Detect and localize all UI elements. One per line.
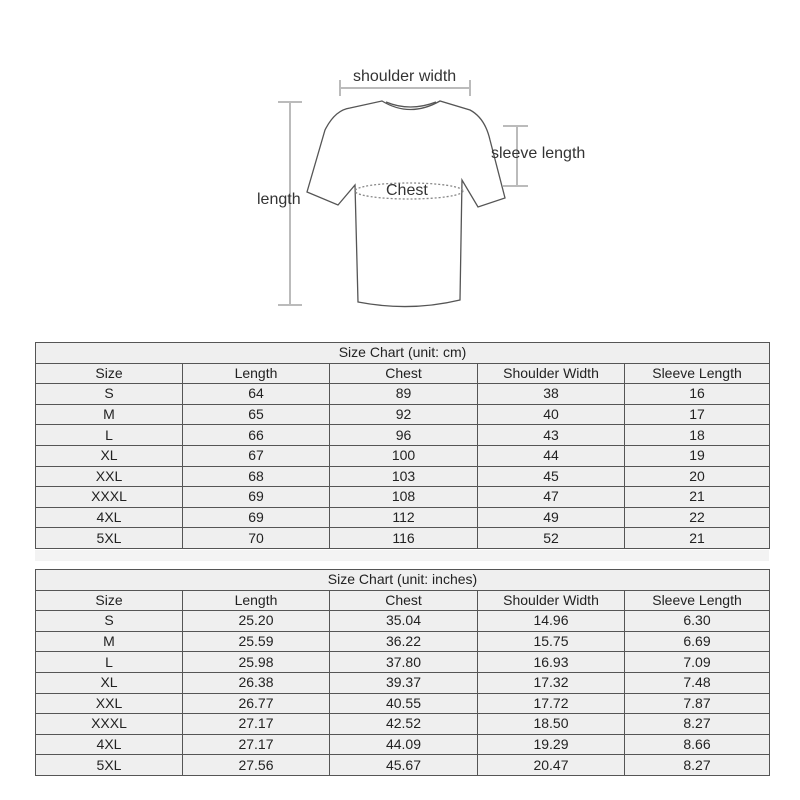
table-cell: XL [36,672,183,693]
table-cell: XXL [36,466,183,487]
table-row [36,507,770,528]
table-cell: 7.87 [625,693,770,714]
table-cell: 40.55 [330,693,478,714]
table-cell: 7.48 [625,672,770,693]
table-row [36,631,770,652]
table-cell: 36.22 [330,631,478,652]
table-cell: 70 [183,528,330,549]
table-cell: 69 [183,507,330,528]
table-row [36,487,770,508]
table-cell: 4XL [36,507,183,528]
table-cell: 44.09 [330,734,478,755]
column-header: Shoulder Width [478,590,625,611]
table-cell: 38 [478,384,625,405]
table-cell: XL [36,445,183,466]
tshirt-outline [307,101,505,307]
table-cell: 68 [183,466,330,487]
table-row [36,672,770,693]
divider [35,550,769,561]
header-row [36,363,770,384]
table-cell: 89 [330,384,478,405]
table-cell: 112 [330,507,478,528]
table-cell: 108 [330,487,478,508]
table-cell: 17.72 [478,693,625,714]
column-header: Length [183,363,330,384]
table-cell: 19 [625,445,770,466]
table-row [36,611,770,632]
table-row [36,466,770,487]
table-cell: M [36,404,183,425]
table-cell: 27.17 [183,714,330,735]
column-header: Chest [330,590,478,611]
table-cell: 26.38 [183,672,330,693]
size-chart-cm [35,342,770,549]
table-cell: 65 [183,404,330,425]
table-cell: 44 [478,445,625,466]
table-row [36,734,770,755]
table-cell: 21 [625,528,770,549]
table-cell: 20 [625,466,770,487]
table-cell: 52 [478,528,625,549]
table-row [36,714,770,735]
table-cell: 8.27 [625,755,770,776]
table-row [36,425,770,446]
table-cell: 8.66 [625,734,770,755]
table-cell: 116 [330,528,478,549]
table-cell: 40 [478,404,625,425]
table-cell: 27.17 [183,734,330,755]
table-cell: 39.37 [330,672,478,693]
column-header: Chest [330,363,478,384]
tshirt-diagram [0,0,800,330]
table-cell: 47 [478,487,625,508]
table-row [36,404,770,425]
table-cell: 92 [330,404,478,425]
table-row [36,693,770,714]
table-cell: 49 [478,507,625,528]
header-row [36,590,770,611]
table-cell: 64 [183,384,330,405]
table-cell: 27.56 [183,755,330,776]
table-cell: 96 [330,425,478,446]
table-cell: 18 [625,425,770,446]
table-cell: 21 [625,487,770,508]
table-cell: 100 [330,445,478,466]
table-row [36,528,770,549]
table-row [36,755,770,776]
table-row [36,445,770,466]
table-cell: M [36,631,183,652]
sleeve-length-label: sleeve length [491,145,586,162]
table-cell: 45.67 [330,755,478,776]
table-cell: 5XL [36,528,183,549]
table-title: Size Chart (unit: inches) [36,570,770,591]
table-cell: 8.27 [625,714,770,735]
table-cell: 6.69 [625,631,770,652]
column-header: Size [36,590,183,611]
table-cell: 7.09 [625,652,770,673]
table-row [36,384,770,405]
table-cell: 18.50 [478,714,625,735]
column-header: Size [36,363,183,384]
table-cell: 25.98 [183,652,330,673]
table-title: Size Chart (unit: cm) [36,343,770,364]
table-cell: 37.80 [330,652,478,673]
table-cell: L [36,652,183,673]
table-cell: XXXL [36,714,183,735]
table-cell: 15.75 [478,631,625,652]
column-header: Sleeve Length [625,590,770,611]
column-header: Shoulder Width [478,363,625,384]
table-title-row [36,570,770,591]
table-cell: 19.29 [478,734,625,755]
column-header: Sleeve Length [625,363,770,384]
table-cell: 43 [478,425,625,446]
table-cell: S [36,384,183,405]
table-cell: S [36,611,183,632]
table-cell: XXL [36,693,183,714]
table-cell: 42.52 [330,714,478,735]
table-cell: 14.96 [478,611,625,632]
table-cell: 17 [625,404,770,425]
table-cell: 16 [625,384,770,405]
table-cell: 25.59 [183,631,330,652]
table-cell: XXXL [36,487,183,508]
table-cell: 26.77 [183,693,330,714]
table-cell: 6.30 [625,611,770,632]
table-cell: 16.93 [478,652,625,673]
column-header: Length [183,590,330,611]
table-cell: 69 [183,487,330,508]
length-label: length [257,191,301,208]
table-cell: 4XL [36,734,183,755]
shoulder-width-label: shoulder width [353,68,457,85]
table-row [36,652,770,673]
size-chart-inches [35,569,770,776]
table-cell: 20.47 [478,755,625,776]
table-cell: 66 [183,425,330,446]
table-cell: 25.20 [183,611,330,632]
table-cell: 5XL [36,755,183,776]
chest-label: Chest [386,182,428,199]
table-title-row [36,343,770,364]
table-cell: L [36,425,183,446]
table-cell: 17.32 [478,672,625,693]
table-cell: 22 [625,507,770,528]
table-cell: 67 [183,445,330,466]
table-cell: 45 [478,466,625,487]
table-cell: 103 [330,466,478,487]
table-cell: 35.04 [330,611,478,632]
